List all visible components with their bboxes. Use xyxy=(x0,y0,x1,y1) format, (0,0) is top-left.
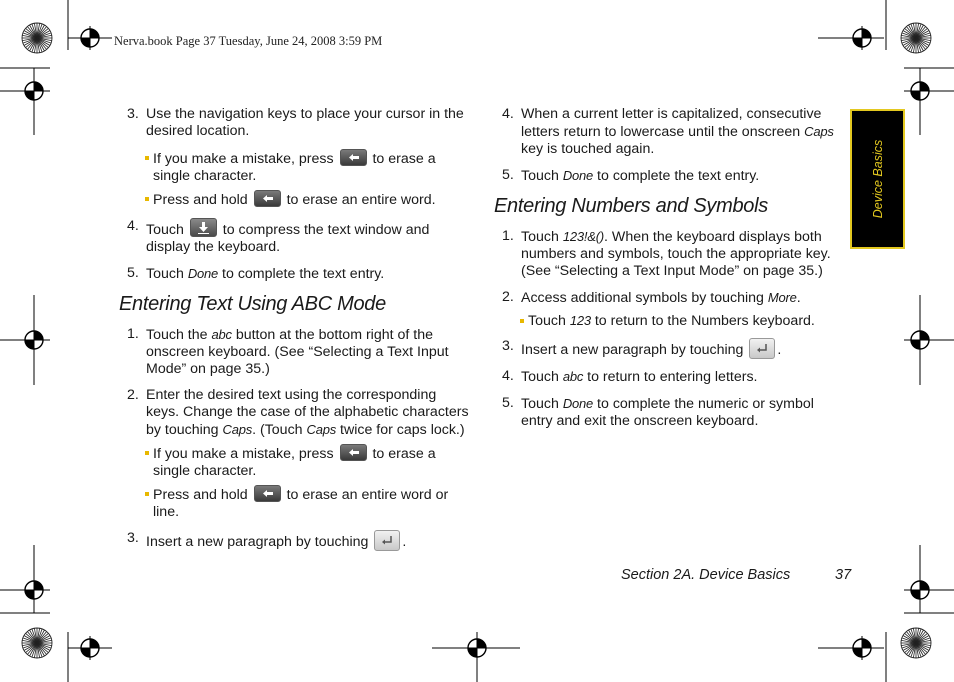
left-column xyxy=(118,106,473,560)
step-4-right: 4. When a current letter is capitalized, consecutive letters return to lowercase until the onscreen Caps key is touched again. xyxy=(502,106,834,157)
right-column xyxy=(493,106,845,439)
num-step-4: 4. Touch abc to return to entering letters. xyxy=(502,368,758,385)
abc-step-2: 2. Enter the desired text using the corresponding keys. Change the case of the alphabetic characters by touching Caps. (Touch Caps twice for caps lock.) xyxy=(127,387,469,438)
abc-step-3: 3. Insert a new paragraph by touching . xyxy=(127,530,407,550)
section-heading-abc: Entering Text Using ABC Mode xyxy=(119,293,386,315)
enter-key-icon xyxy=(374,530,400,551)
backspace-key-icon xyxy=(340,444,367,461)
bullet-marker xyxy=(145,197,149,201)
backspace-key-icon xyxy=(254,190,281,207)
backspace-key-icon xyxy=(254,485,281,502)
step-4: 4. Touch to compress the text window and display the keyboard. xyxy=(127,218,430,255)
side-tab-label: Device Basics xyxy=(870,139,885,219)
abc-bullet-backspace: If you make a mistake, press to erase a single character. xyxy=(118,444,473,480)
bullet-marker xyxy=(145,156,149,160)
enter-key-icon xyxy=(749,338,775,359)
num-step-2: 2. Access additional symbols by touching More. xyxy=(502,289,801,306)
bullet-marker xyxy=(145,451,149,455)
page-slug-header: Nerva.book Page 37 Tuesday, June 24, 2008 3:59 PM xyxy=(114,34,383,48)
bullet-marker xyxy=(145,492,149,496)
footer-page-number: 37 xyxy=(835,567,852,583)
bullet-backspace: If you make a mistake, press to erase a single character. xyxy=(118,149,473,185)
abc-bullet-backspace-hold: Press and hold to erase an entire word or line. xyxy=(118,485,473,521)
step-5: 5. Touch Done to complete the text entry. xyxy=(127,265,385,282)
backspace-key-icon xyxy=(340,149,367,166)
step-3: 3. Use the navigation keys to place your cursor in the desired location. xyxy=(127,106,464,139)
step-5-right: 5. Touch Done to complete the text entry. xyxy=(502,167,760,184)
abc-step-1: 1. Touch the abc button at the bottom right of the onscreen keyboard. (See “Selecting a Text Input Mode” on page 35.) xyxy=(127,326,449,377)
side-tab xyxy=(850,109,905,249)
num-step-5: 5. Touch Done to complete the numeric or symbol entry and exit the onscreen keyboard. xyxy=(502,395,814,429)
num-step-1: 1. Touch 123!&(). When the keyboard displays both numbers and symbols, touch the appropriate key. (See “Selecting a Text Input Mode” on page 35.) xyxy=(502,228,831,279)
num-bullet: Touch 123 to return to the Numbers keyboard. xyxy=(493,312,845,330)
bullet-backspace-hold: Press and hold to erase an entire word. xyxy=(118,190,473,209)
footer-section: Section 2A. Device Basics xyxy=(621,567,791,583)
num-step-3: 3. Insert a new paragraph by touching . xyxy=(502,338,782,358)
bullet-marker xyxy=(520,319,524,323)
hide-keyboard-key-icon xyxy=(190,218,217,237)
section-heading-numbers: Entering Numbers and Symbols xyxy=(494,195,768,217)
